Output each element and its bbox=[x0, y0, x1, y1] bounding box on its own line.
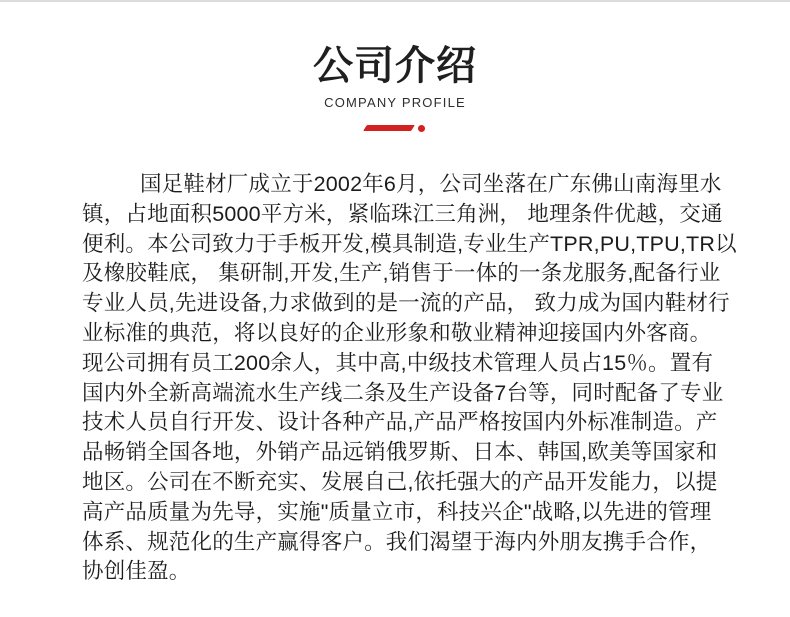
paragraph-line: 镇，占地面积5000平方米，紧临珠江三角洲， 地理条件优越，交通 bbox=[82, 201, 723, 226]
paragraph-line: 国足鞋材厂成立于2002年6月，公司坐落在广东佛山南海里水 bbox=[140, 172, 722, 196]
section-header bbox=[0, 42, 790, 132]
paragraph-line: 地区。公司在不断充实、发展自己,依托强大的产品开发能力，以提 bbox=[82, 469, 718, 494]
paragraph-line: 现公司拥有员工200余人，其中高,中级技术管理人员占15％。置有 bbox=[82, 350, 714, 375]
paragraph-line: 及橡胶鞋底， 集研制,开发,生产,销售于一体的一条龙服务,配备行业 bbox=[82, 261, 721, 286]
divider-bar bbox=[363, 125, 415, 131]
paragraph-line: 便利。本公司致力于手板开发,模具制造,专业生产TPR,PU,TPU,TR以 bbox=[82, 231, 737, 256]
page-subtitle: COMPANY PROFILE bbox=[324, 95, 466, 110]
paragraph-line: 技术人员自行开发、设计各种产品,产品严格按国内外标准制造。产 bbox=[82, 410, 718, 435]
divider-dot-icon bbox=[418, 125, 425, 132]
paragraph-line: 体系、规范化的生产赢得客户。我们渴望于海内外朋友携手合作， bbox=[82, 529, 712, 554]
paragraph-line: 专业人员,先进设备,力求做到的是一流的产品， 致力成为国内鞋材行 bbox=[82, 291, 730, 316]
paragraph-line: 协创佳盈。 bbox=[82, 559, 191, 584]
paragraph-line: 业标准的典范，将以良好的企业形象和敬业精神迎接国内外客商。 bbox=[82, 320, 712, 345]
paragraph-line: 高产品质量为先导，实施"质量立市，科技兴企"战略,以先进的管理 bbox=[82, 499, 712, 524]
title-divider bbox=[0, 124, 790, 132]
paragraph-line: 国内外全新高端流水生产线二条及生产设备7台等，同时配备了专业 bbox=[82, 380, 724, 405]
company-profile-paragraph bbox=[82, 170, 737, 587]
paragraph-line: 品畅销全国各地，外销产品远销俄罗斯、日本、韩国,欧美等国家和 bbox=[82, 440, 718, 465]
page-title: 公司介绍 bbox=[313, 44, 477, 88]
